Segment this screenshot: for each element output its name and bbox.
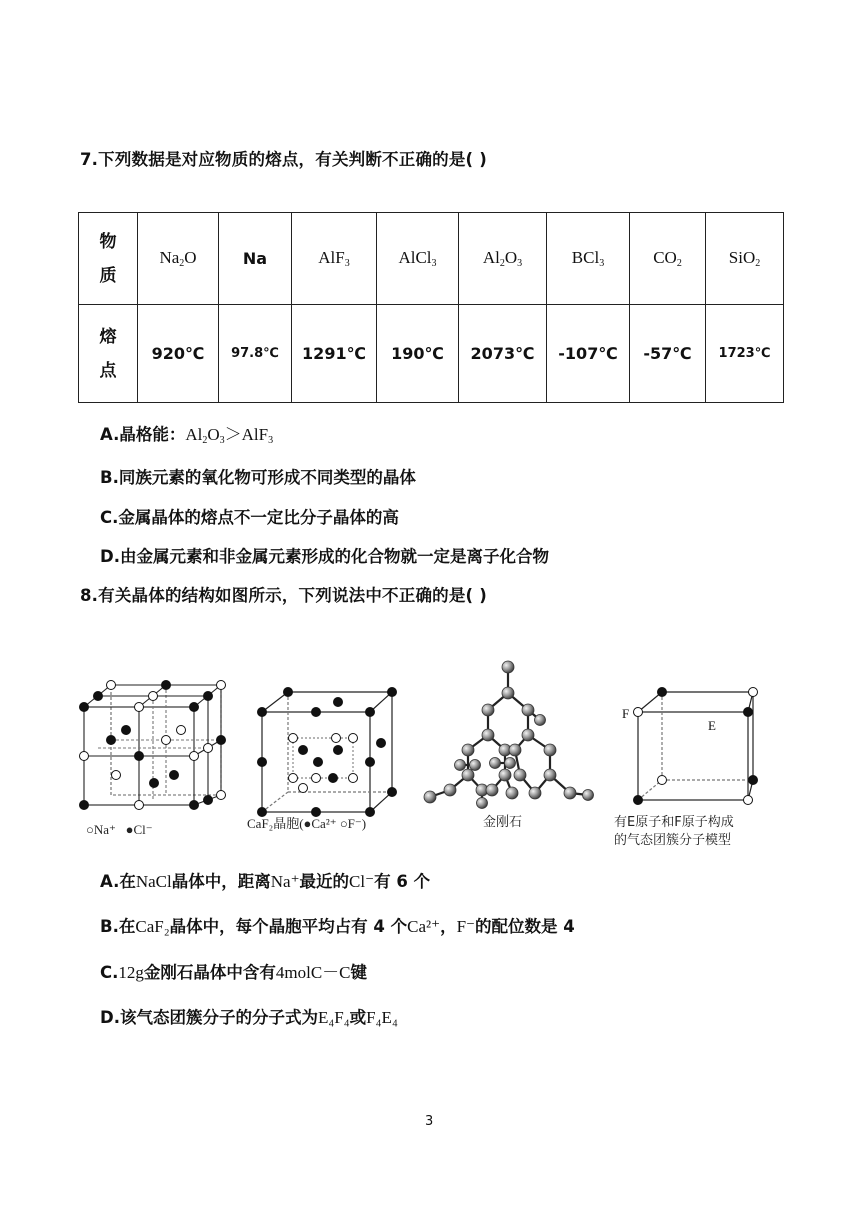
q7-option-b: B.同族元素的氧化物可形成不同类型的晶体 (100, 468, 416, 487)
page-number: 3 (425, 1114, 434, 1129)
substance-cell: $CO_2$ (630, 213, 706, 305)
q8-option-d: D.该气态团簇分子的分子式为E₄F₄或F₄E₄ (100, 1008, 398, 1027)
cluster-molecule-figure (622, 684, 761, 806)
melting-point-cell: 2073℃ (459, 305, 547, 403)
substance-cell: Na (219, 213, 292, 305)
melting-point-cell: 1723℃ (706, 305, 784, 403)
cluster-label-f: F (622, 706, 630, 721)
diamond-caption: 金刚石 (483, 815, 523, 830)
q7-title: 7.下列数据是对应物质的熔点，有关判断不正确的是( ) (80, 150, 487, 169)
substance-cell: $Na_2O$ (138, 213, 219, 305)
cluster-caption-line1: 有E原子和F原子构成 (614, 815, 734, 830)
substance-cell: BCl$_3$ (547, 213, 630, 305)
q8-title: 8.有关晶体的结构如图所示，下列说法中不正确的是( ) (80, 586, 487, 605)
q7-option-c: C.金属晶体的熔点不一定比分子晶体的高 (100, 508, 399, 527)
melting-point-cell: 97.8℃ (219, 305, 292, 403)
row-header-melting-point: 熔 点 (79, 305, 138, 403)
diamond-structure-figure (420, 655, 595, 810)
melting-point-cell: -107℃ (547, 305, 630, 403)
row-header-substance: 物 质 (79, 213, 138, 305)
q8-option-a: A.在NaCl晶体中，距离Na⁺最近的Cl⁻有 6 个 (100, 872, 431, 891)
q7-option-a: A.晶格能：$Al_2O_3>AlF_3$ (100, 425, 274, 446)
nacl-lattice-figure (76, 675, 226, 815)
melting-point-cell: 1291℃ (292, 305, 377, 403)
caf2-unit-cell-figure (258, 688, 398, 818)
q8-option-c: C.12g金刚石晶体中含有4molC－C键 (100, 963, 368, 982)
substance-cell: $Al_2O_3$ (459, 213, 547, 305)
q7-option-d: D.由金属元素和非金属元素形成的化合物就一定是离子化合物 (100, 547, 549, 566)
melting-point-table (78, 212, 784, 403)
cluster-caption-line2: 的气态团簇分子模型 (614, 833, 732, 848)
substance-cell: AlF$_3$ (292, 213, 377, 305)
melting-point-cell: 190℃ (377, 305, 459, 403)
caf2-caption: CaF₂晶胞(●Ca²⁺ ○F⁻) (247, 816, 367, 831)
cluster-label-e: E (708, 718, 716, 733)
substance-cell: AlCl$_3$ (377, 213, 459, 305)
q8-option-b: B.在CaF₂晶体中，每个晶胞平均占有 4 个Ca²⁺，F⁻的配位数是 4 (100, 917, 575, 936)
substance-cell: SiO$_2$ (706, 213, 784, 305)
melting-point-cell: 920℃ (138, 305, 219, 403)
nacl-caption: ○Na⁺ ●Cl⁻ (86, 822, 153, 837)
melting-point-cell: -57℃ (630, 305, 706, 403)
